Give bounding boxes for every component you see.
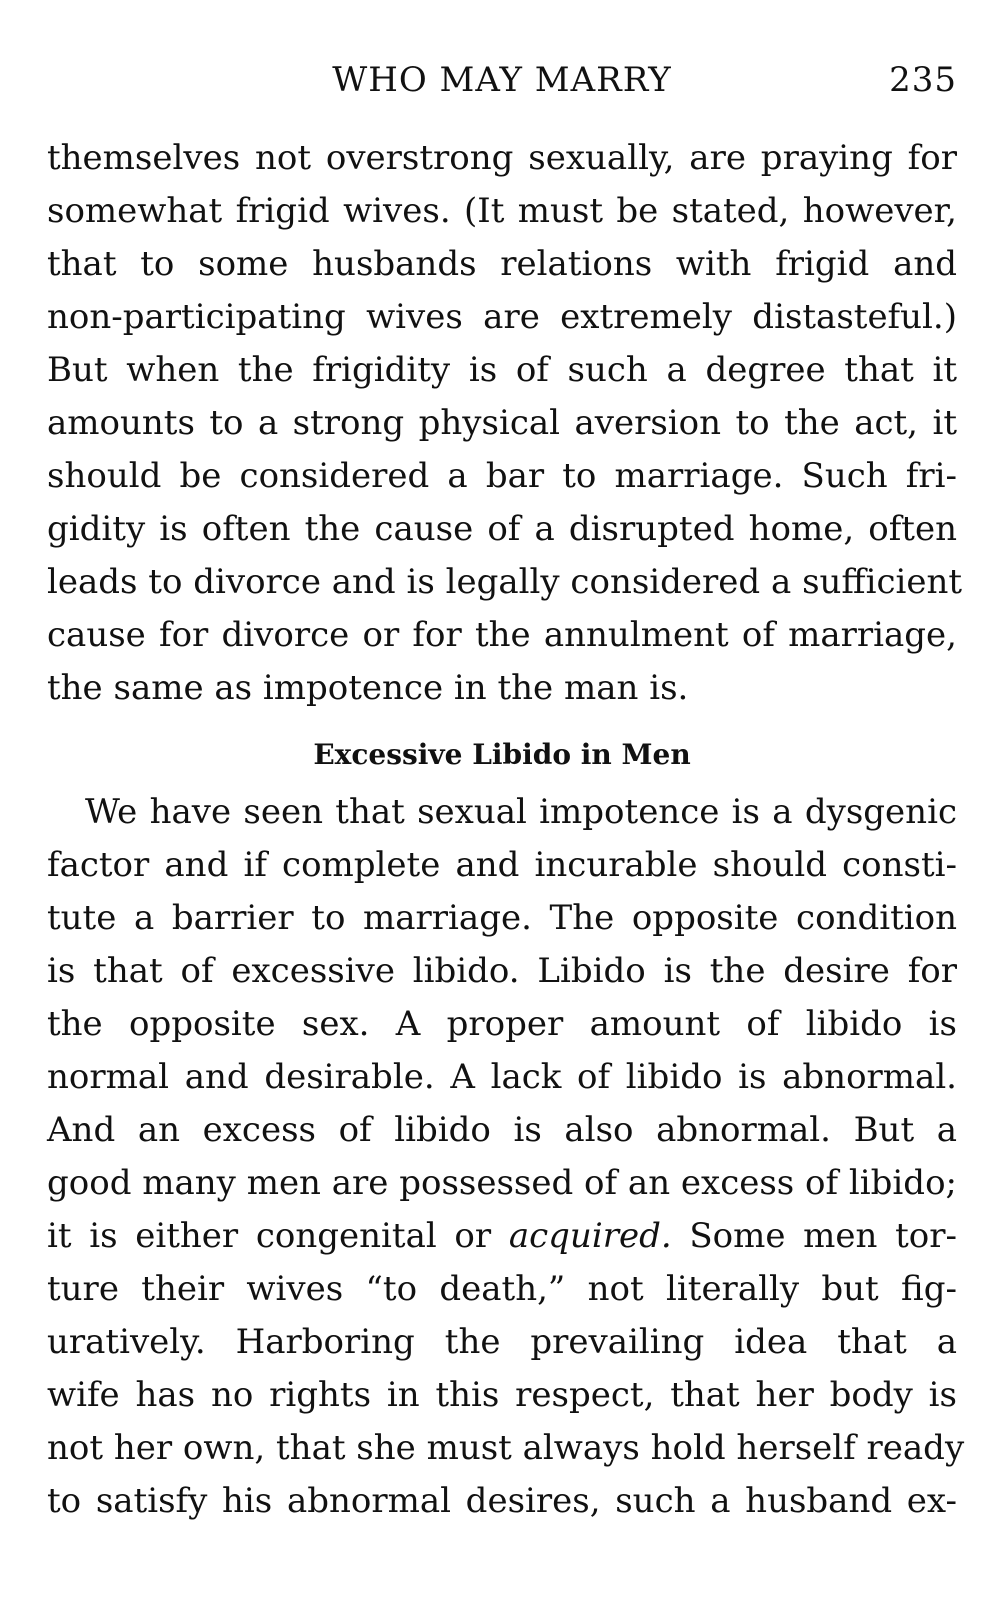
text-line: good many men are possessed of an excess of libido; [47, 1163, 957, 1203]
text-line: themselves not overstrong sexually, are praying for [47, 138, 957, 178]
italic-word: acquired. [508, 1216, 672, 1256]
text-line: that to some husbands relations with frigid and [47, 244, 957, 284]
text-line: the same as impotence in the man is. [47, 668, 689, 708]
text-line: amounts to a strong physical aversion to the act, it [47, 403, 957, 443]
paragraph-frigidity [47, 132, 963, 715]
book-page [47, 56, 965, 1528]
text-line: wife has no rights in this respect, that her body is [47, 1375, 957, 1415]
text-line [47, 1210, 957, 1263]
section-heading: Excessive Libido in Men [313, 738, 691, 771]
text-line: factor and if complete and incurable should consti- [47, 845, 957, 885]
text-line: tute a barrier to marriage. The opposite condition [47, 898, 957, 938]
text-line: the opposite sex. A proper amount of libido is [47, 1004, 957, 1044]
text-line: somewhat frigid wives. (It must be stated, however, [47, 191, 957, 231]
text-line: And an excess of libido is also abnormal. But a [47, 1110, 957, 1150]
text-line: leads to divorce and is legally considered a sufficient [47, 562, 963, 602]
text-line: is that of excessive libido. Libido is the desire for [47, 951, 957, 991]
text-line: not her own, that she must always hold herself ready [47, 1428, 965, 1468]
text-line: ture their wives “to death,” not literally but fig- [47, 1269, 957, 1309]
running-title: WHO MAY MARRY [332, 60, 672, 100]
text-line: cause for divorce or for the annulment of marriage, [47, 615, 957, 655]
text-line: normal and desirable. A lack of libido is abnormal. [47, 1057, 957, 1097]
running-head [47, 56, 957, 116]
text-line: But when the frigidity is of such a degree that it [47, 350, 957, 390]
text-line: We have seen that sexual impotence is a dysgenic [85, 792, 957, 832]
text-line: non-participating wives are extremely distasteful.) [47, 297, 957, 337]
text-line: to satisfy his abnormal desires, such a husband ex- [47, 1481, 957, 1521]
body-text [47, 132, 965, 1528]
text-segment: it is either congenital or [47, 1216, 509, 1256]
text-line: uratively. Harboring the prevailing idea that a [47, 1322, 957, 1362]
page-number: 235 [889, 60, 957, 100]
text-line: should be considered a bar to marriage. Such fri- [47, 456, 957, 496]
paragraph-excessive-libido [47, 786, 965, 1528]
text-line: gidity is often the cause of a disrupted home, often [47, 509, 957, 549]
text-segment: Some men tor- [671, 1216, 957, 1256]
